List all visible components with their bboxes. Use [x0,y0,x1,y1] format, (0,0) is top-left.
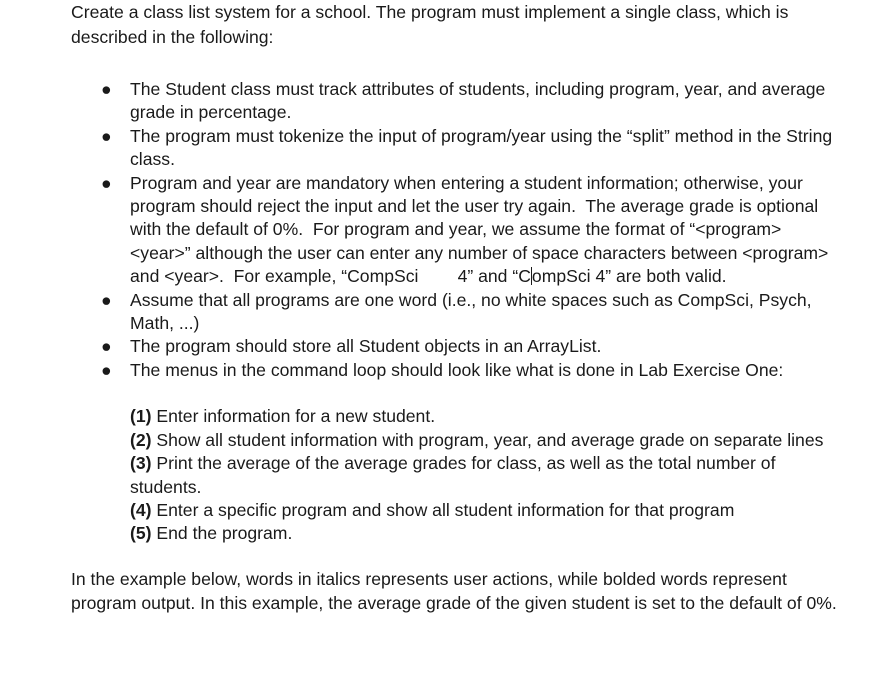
intro-paragraph: Create a class list system for a school. The program must implement a single class, which is described in the following: [71,2,789,47]
menu-option [130,429,841,452]
bullet-icon: ● [101,79,112,99]
menu-option-text: Enter a specific program and show all student information for that program [151,499,735,520]
menu-option-number: (4) [130,499,152,520]
list-item-text: Assume that all programs are one word (i.e., no white spaces such as CompSci, Psych, Math, ...) [130,289,812,334]
document-page [71,0,841,616]
list-item [71,78,841,125]
outro-paragraph: In the example below, words in italics represents user actions, while bolded words represent program output. In this example, the average grade of the given student is set to the default of 0%. [71,568,837,614]
list-item-text: The program must tokenize the input of program/year using the “split” method in the String class. [130,125,833,170]
menu-options [130,405,841,545]
list-item-text: The program should store all Student objects in an ArrayList. [130,336,602,357]
menu-option-number: (3) [130,453,152,474]
list-item-text: The Student class must track attributes of students, including program, year, and average grade in percentage. [130,79,826,123]
menu-option-text: Print the average of the average grades for class, as well as the total number of students. [130,453,776,497]
menu-option-text: End the program. [151,523,293,544]
menu-option [130,499,841,522]
bullet-icon: ● [101,336,112,357]
bullet-icon: ● [101,125,112,146]
list-item-text-part: Program and year are mandatory when entering a student information; otherwise, your program should reject the input and let the user try again. The average grade is optional with the default of 0%. For program and year, we assume the format of “<program> <year>” although the user can enter any number of space characters between <program> and <year>. For example, “CompSci 4” and “C [130,172,834,287]
menu-option [130,405,841,428]
bullet-icon: ● [101,172,112,193]
list-item [71,359,841,382]
menu-option-text: Show all student information with program, year, and average grade on separate lines [151,429,824,450]
menu-option-number: (1) [130,406,152,427]
requirements-list [71,78,841,382]
list-item-text: The menus in the command loop should look like what is done in Lab Exercise One: [130,359,784,380]
menu-option-number: (5) [130,523,152,544]
bullet-icon: ● [101,289,112,310]
list-item-text-part: ompSci 4” are both valid. [531,266,727,287]
menu-option-number: (2) [130,429,152,450]
bullet-icon: ● [101,359,112,380]
list-item [71,172,841,289]
menu-option [130,452,841,499]
list-item-text [130,173,833,287]
menu-option [130,522,841,545]
menu-option-text: Enter information for a new student. [151,406,436,427]
list-item [71,125,841,172]
list-item [71,335,841,358]
list-item [71,289,841,336]
